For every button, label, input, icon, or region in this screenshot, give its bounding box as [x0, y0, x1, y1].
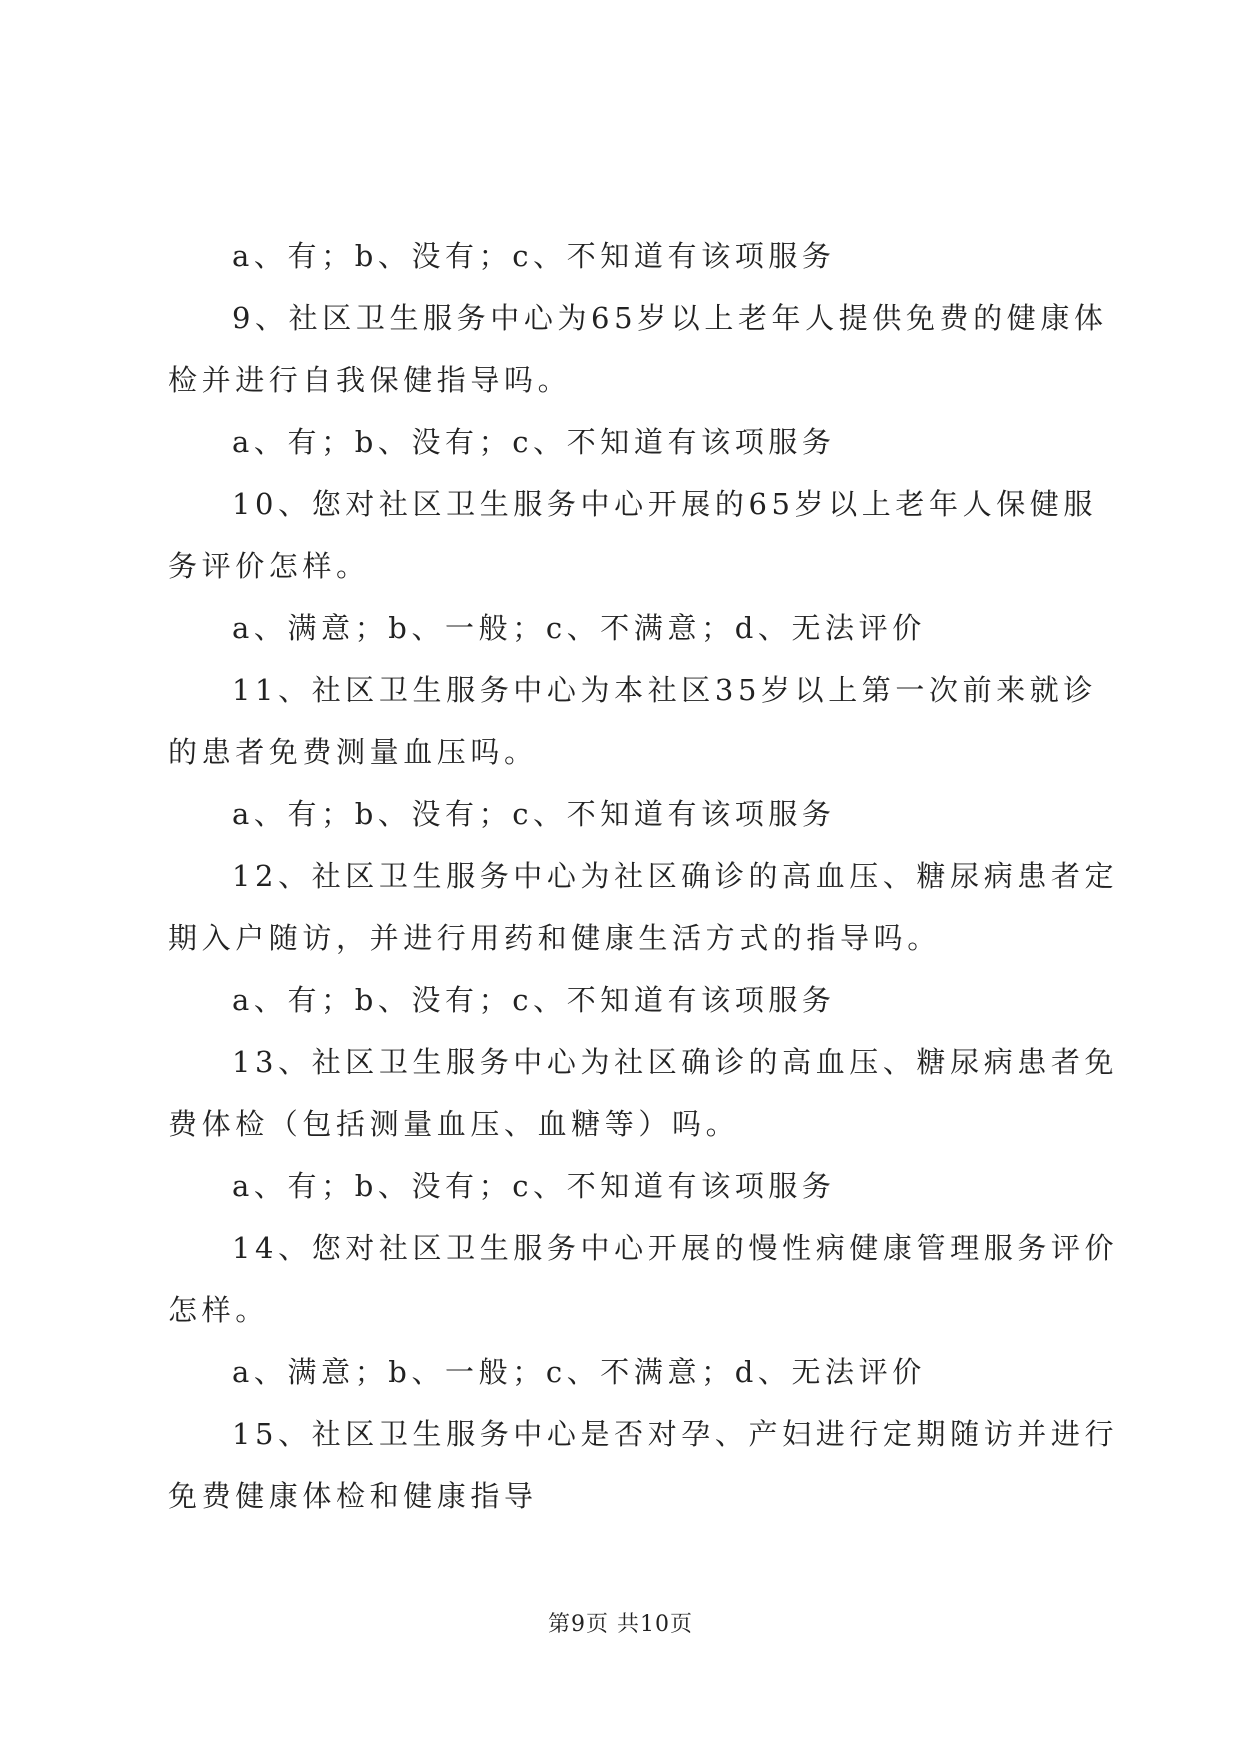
answer-options-8: a、有；b、没有；c、不知道有该项服务	[232, 239, 836, 273]
question-14-line-1: 14、您对社区卫生服务中心开展的慢性病健康管理服务评价	[232, 1231, 1119, 1265]
answer-options-11: a、有；b、没有；c、不知道有该项服务	[232, 797, 836, 831]
question-10-line-1: 10、您对社区卫生服务中心开展的65岁以上老年人保健服	[232, 487, 1098, 521]
question-12-line-1: 12、社区卫生服务中心为社区确诊的高血压、糖尿病患者定	[232, 859, 1119, 893]
answer-options-14: a、满意；b、一般；c、不满意；d、无法评价	[232, 1355, 926, 1389]
question-11-line-1: 11、社区卫生服务中心为本社区35岁以上第一次前来就诊	[232, 673, 1098, 707]
answer-options-12: a、有；b、没有；c、不知道有该项服务	[232, 983, 836, 1017]
question-11-line-2: 的患者免费测量血压吗。	[168, 735, 538, 769]
page-number-footer: 第9页 共10页	[548, 1612, 693, 1637]
answer-options-9: a、有；b、没有；c、不知道有该项服务	[232, 425, 836, 459]
question-10-line-2: 务评价怎样。	[168, 549, 370, 583]
question-12-line-2: 期入户随访，并进行用药和健康生活方式的指导吗。	[168, 921, 941, 955]
question-13-line-2: 费体检（包括测量血压、血糖等）吗。	[168, 1107, 740, 1141]
question-13-line-1: 13、社区卫生服务中心为社区确诊的高血压、糖尿病患者免	[232, 1045, 1119, 1079]
question-14-line-2: 怎样。	[168, 1293, 269, 1327]
question-15-line-1: 15、社区卫生服务中心是否对孕、产妇进行定期随访并进行	[232, 1417, 1119, 1451]
question-9-line-2: 检并进行自我保健指导吗。	[168, 363, 572, 397]
answer-options-13: a、有；b、没有；c、不知道有该项服务	[232, 1169, 836, 1203]
question-9-line-1: 9、社区卫生服务中心为65岁以上老年人提供免费的健康体	[232, 301, 1108, 335]
question-15-line-2: 免费健康体检和健康指导	[168, 1479, 538, 1513]
answer-options-10: a、满意；b、一般；c、不满意；d、无法评价	[232, 611, 926, 645]
